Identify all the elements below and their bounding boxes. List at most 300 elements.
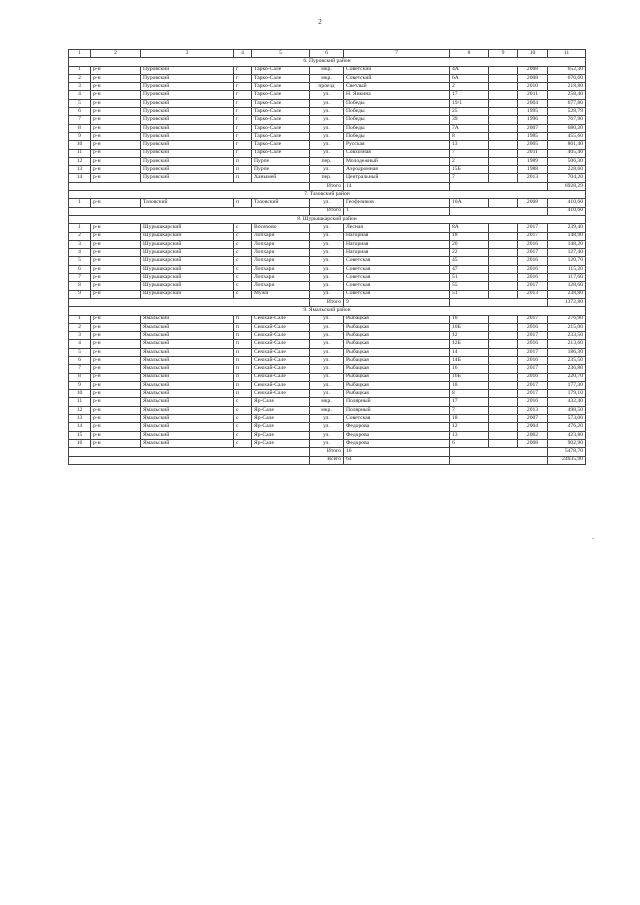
page-number: 2	[318, 18, 322, 26]
table-cell: ул.	[310, 240, 344, 248]
table-cell: 7	[450, 149, 489, 157]
table-cell: 20	[450, 240, 489, 248]
table-cell: р-н	[91, 74, 141, 82]
table-cell: п	[234, 340, 252, 348]
table-cell: Сеюхай-Сале	[252, 390, 310, 398]
table-cell	[489, 290, 518, 298]
table-cell: ул.	[310, 431, 344, 439]
table-cell: ул.	[310, 356, 344, 364]
table-row	[69, 66, 586, 74]
table-cell: 8А	[450, 224, 489, 232]
table-cell: Восяхово	[252, 224, 310, 232]
table-cell: п	[234, 166, 252, 174]
table-cell: 17	[450, 398, 489, 406]
table-cell: р-н	[91, 406, 141, 414]
table-cell: 3	[69, 83, 91, 91]
column-number: 1	[69, 50, 91, 58]
table-row	[69, 99, 586, 107]
table-cell: 652,30	[548, 66, 586, 74]
table-row	[69, 406, 586, 414]
table-cell: Тарко-Сале	[252, 66, 310, 74]
table-cell: Советская	[344, 257, 450, 265]
table-cell: ул.	[310, 348, 344, 356]
table-cell: 8	[69, 373, 91, 381]
table-cell: 15Б	[450, 166, 489, 174]
table-cell: 12	[69, 157, 91, 165]
table-cell: 2002	[518, 431, 548, 439]
total-count: 16	[344, 448, 450, 456]
table-body	[69, 50, 586, 465]
table-row	[69, 332, 586, 340]
table-cell: г	[234, 99, 252, 107]
table-cell: г	[234, 83, 252, 91]
table-cell: 2	[69, 74, 91, 82]
table-cell: ул.	[310, 108, 344, 116]
table-cell: р-н	[91, 381, 141, 389]
table-row	[69, 415, 586, 423]
table-cell: Яр-Сале	[252, 423, 310, 431]
table-cell: р-н	[91, 240, 141, 248]
table-cell: 2	[69, 232, 91, 240]
table-cell: р-н	[91, 124, 141, 132]
total-sum: 410,60	[548, 207, 586, 215]
table-cell: 17	[450, 91, 489, 99]
table-cell: 9	[69, 381, 91, 389]
table-cell: 236,80	[548, 365, 586, 373]
table-cell: р-н	[91, 415, 141, 423]
table-cell: Лопхари	[252, 249, 310, 257]
table-cell: 1995	[518, 108, 548, 116]
table-cell: Яр-Сале	[252, 398, 310, 406]
table-cell: Светлый	[344, 83, 450, 91]
total-spacer	[450, 207, 548, 215]
table-cell	[489, 340, 518, 348]
table-cell: ул.	[310, 124, 344, 132]
grand-total-count: 64	[344, 456, 450, 464]
table-cell: ул.	[310, 224, 344, 232]
table-cell: 2016	[518, 323, 548, 331]
table-cell: Пуровский	[141, 91, 234, 99]
table-cell: 148,20	[548, 240, 586, 248]
total-spacer	[450, 448, 548, 456]
table-cell: г	[234, 66, 252, 74]
table-cell: Победы	[344, 99, 450, 107]
table-cell: Советская	[344, 274, 450, 282]
table-cell: 498,50	[548, 406, 586, 414]
table-cell: Тарко-Сале	[252, 108, 310, 116]
table-cell: 51	[450, 290, 489, 298]
table-cell: ул.	[310, 340, 344, 348]
table-cell: Советская	[344, 282, 450, 290]
table-cell: Ямальский	[141, 340, 234, 348]
table-cell: 7	[450, 406, 489, 414]
table-cell: 9	[69, 132, 91, 140]
table-cell: 2016	[518, 356, 548, 364]
table-cell: 680,20	[548, 124, 586, 132]
district-title: 6. Пуровский район	[69, 58, 586, 66]
table-cell: 2017	[518, 332, 548, 340]
table-cell: Полярный	[344, 406, 450, 414]
table-cell: г	[234, 108, 252, 116]
table-cell: 767,90	[548, 116, 586, 124]
table-cell: Победы	[344, 132, 450, 140]
table-cell: 410,60	[548, 199, 586, 207]
table-cell: ул.	[310, 323, 344, 331]
table-cell: 2017	[518, 282, 548, 290]
table-cell: 14Б	[450, 356, 489, 364]
table-row	[69, 398, 586, 406]
table-cell: Советский	[344, 74, 450, 82]
table-cell: 148,90	[548, 232, 586, 240]
table-row	[69, 232, 586, 240]
column-number: 2	[91, 50, 141, 58]
table-cell: 45	[450, 257, 489, 265]
column-number: 10	[518, 50, 548, 58]
table-cell: Центральный	[344, 174, 450, 182]
table-cell: ул.	[310, 282, 344, 290]
table-cell: р-н	[91, 332, 141, 340]
table-cell: 7	[450, 174, 489, 182]
table-cell: Лопхари	[252, 265, 310, 273]
table-cell: Рыбацкая	[344, 315, 450, 323]
table-cell: ул.	[310, 373, 344, 381]
table-cell	[489, 423, 518, 431]
table-cell: 2017	[518, 249, 548, 257]
table-cell: ул.	[310, 199, 344, 207]
table-cell: 2017	[518, 232, 548, 240]
table-row	[69, 240, 586, 248]
table-cell: мкр.	[310, 406, 344, 414]
table-row	[69, 356, 586, 364]
table-cell: Ямальский	[141, 431, 234, 439]
table-cell: 128,60	[548, 282, 586, 290]
table-cell: ул.	[310, 265, 344, 273]
table-cell: с	[234, 398, 252, 406]
table-cell: Ямальский	[141, 315, 234, 323]
table-cell: ул.	[310, 132, 344, 140]
table-cell: 2017	[518, 315, 548, 323]
table-cell: г	[234, 132, 252, 140]
table-cell: с	[234, 290, 252, 298]
table-cell: 2	[69, 323, 91, 331]
table-row	[69, 132, 586, 140]
table-row	[69, 83, 586, 91]
table-cell: ул.	[310, 91, 344, 99]
table-cell: Ямальский	[141, 381, 234, 389]
total-label: Итого	[310, 448, 344, 456]
table-cell: г	[234, 91, 252, 99]
table-cell: 4	[69, 340, 91, 348]
table-cell: 1	[69, 224, 91, 232]
table-cell: 120,70	[548, 257, 586, 265]
table-cell: п	[234, 348, 252, 356]
table-cell: Сеюхай-Сале	[252, 323, 310, 331]
table-cell: Советская	[344, 415, 450, 423]
total-spacer	[69, 456, 310, 464]
table-cell: Совхозная	[344, 149, 450, 157]
table-cell: 22	[450, 249, 489, 257]
table-cell: р-н	[91, 232, 141, 240]
table-cell: 218,80	[548, 83, 586, 91]
table-cell: 12	[450, 423, 489, 431]
table-cell: ул.	[310, 315, 344, 323]
table-cell: Ямальский	[141, 373, 234, 381]
table-cell: 4А	[450, 66, 489, 74]
table-cell: р-н	[91, 257, 141, 265]
total-count: 14	[344, 182, 450, 190]
table-cell: 2016	[518, 274, 548, 282]
table-cell: 2004	[518, 423, 548, 431]
table-cell: Лопхари	[252, 282, 310, 290]
table-cell: Сеюхай-Сале	[252, 340, 310, 348]
table-cell: Пуровский	[141, 132, 234, 140]
table-cell: Пуровский	[141, 174, 234, 182]
table-cell: р-н	[91, 290, 141, 298]
table-cell: Рыбацкая	[344, 323, 450, 331]
table-row	[69, 348, 586, 356]
table-cell: 1	[69, 66, 91, 74]
table-cell: Советский	[344, 66, 450, 74]
table-cell: р-н	[91, 174, 141, 182]
table-cell: Сеюхай-Сале	[252, 365, 310, 373]
table-cell: Яр-Сале	[252, 415, 310, 423]
table-cell	[489, 224, 518, 232]
table-cell: Пуровский	[141, 124, 234, 132]
table-cell: ул.	[310, 390, 344, 398]
table-cell: Ханымей	[252, 174, 310, 182]
table-cell	[489, 381, 518, 389]
table-cell: с	[234, 265, 252, 273]
table-cell: 2016	[518, 340, 548, 348]
table-cell: р-н	[91, 398, 141, 406]
table-row	[69, 166, 586, 174]
table-cell: 1988	[518, 166, 548, 174]
table-cell: ул.	[310, 415, 344, 423]
table-cell: р-н	[91, 91, 141, 99]
table-cell: р-н	[91, 274, 141, 282]
table-cell: 179,10	[548, 390, 586, 398]
table-cell: п	[234, 381, 252, 389]
table-cell: Молодежный	[344, 157, 450, 165]
table-cell: 2007	[518, 124, 548, 132]
table-cell: 2011	[518, 149, 548, 157]
table-cell: с	[234, 274, 252, 282]
table-cell: 2	[450, 157, 489, 165]
table-cell: 1985	[518, 132, 548, 140]
table-cell: Нагорная	[344, 232, 450, 240]
table-cell	[489, 83, 518, 91]
table-cell: р-н	[91, 224, 141, 232]
table-cell: 177,30	[548, 381, 586, 389]
table-cell: 11	[69, 398, 91, 406]
table-cell: Рыбацкая	[344, 340, 450, 348]
table-cell: 5	[69, 99, 91, 107]
housing-register-table	[68, 49, 586, 465]
table-cell: 6	[69, 108, 91, 116]
table-cell: 2013	[518, 406, 548, 414]
table-cell: с	[234, 232, 252, 240]
table-cell: 16	[69, 439, 91, 447]
table-cell: 12	[450, 332, 489, 340]
total-spacer	[450, 298, 548, 306]
table-cell: 2007	[518, 415, 548, 423]
table-cell: ул.	[310, 381, 344, 389]
table-cell: Советская	[344, 290, 450, 298]
table-cell: 573,00	[548, 415, 586, 423]
table-cell	[489, 439, 518, 447]
table-cell: Сеюхай-Сале	[252, 381, 310, 389]
table-cell: 220,70	[548, 373, 586, 381]
table-cell: 14	[69, 174, 91, 182]
table-cell: Шурышкарский	[141, 224, 234, 232]
table-cell	[489, 132, 518, 140]
table-row	[69, 340, 586, 348]
table-cell: 2017	[518, 365, 548, 373]
table-cell: ул.	[310, 332, 344, 340]
table-cell: р-н	[91, 315, 141, 323]
table-cell	[489, 348, 518, 356]
grand-total-label: Всего	[310, 456, 344, 464]
table-cell: р-н	[91, 166, 141, 174]
column-number-row	[69, 50, 586, 58]
column-number: 9	[489, 50, 518, 58]
table-cell: Аэродромная	[344, 166, 450, 174]
table-cell	[489, 240, 518, 248]
district-heading-row	[69, 58, 586, 66]
table-cell: р-н	[91, 108, 141, 116]
table-cell	[489, 390, 518, 398]
table-cell: 3	[69, 332, 91, 340]
district-total-row	[69, 207, 586, 215]
table-cell	[489, 315, 518, 323]
table-cell: 6	[69, 265, 91, 273]
table-cell: 2	[450, 83, 489, 91]
table-row	[69, 365, 586, 373]
table-cell: мкр.	[310, 398, 344, 406]
table-cell: 18	[450, 232, 489, 240]
table-cell	[489, 141, 518, 149]
table-cell: Тарко-Сале	[252, 124, 310, 132]
table-cell: 11	[69, 149, 91, 157]
table-cell: 127,40	[548, 249, 586, 257]
table-cell: пер.	[310, 174, 344, 182]
table-cell: 10	[69, 390, 91, 398]
table-row	[69, 91, 586, 99]
table-cell: 7А	[450, 124, 489, 132]
table-cell: 186,30	[548, 348, 586, 356]
table-cell: р-н	[91, 365, 141, 373]
table-cell: 115,20	[548, 265, 586, 273]
table-cell: Ямальский	[141, 365, 234, 373]
table-cell: 506,30	[548, 157, 586, 165]
table-cell	[489, 91, 518, 99]
table-cell: 6А	[450, 74, 489, 82]
table-cell: Лопхари	[252, 257, 310, 265]
table-cell	[489, 323, 518, 331]
table-cell: 13	[450, 431, 489, 439]
table-cell	[489, 398, 518, 406]
district-total-row	[69, 298, 586, 306]
table-cell: 2008	[518, 74, 548, 82]
table-row	[69, 141, 586, 149]
table-row	[69, 274, 586, 282]
table-cell: 39	[450, 116, 489, 124]
table-cell: 2008	[518, 439, 548, 447]
table-cell: 233,50	[548, 332, 586, 340]
table-cell: 1	[69, 199, 91, 207]
table-cell: ул.	[310, 439, 344, 447]
table-cell: р-н	[91, 199, 141, 207]
table-cell: 2017	[518, 381, 548, 389]
table-cell: Шурышкарский	[141, 274, 234, 282]
table-cell: 476,20	[548, 423, 586, 431]
table-cell: 7	[69, 274, 91, 282]
table-cell	[489, 157, 518, 165]
grand-total-row	[69, 456, 586, 464]
column-number: 11	[548, 50, 586, 58]
table-cell: 1996	[518, 116, 548, 124]
table-cell: Геофизиков	[344, 199, 450, 207]
table-cell: Лопхари	[252, 274, 310, 282]
table-cell: Советская	[344, 265, 450, 273]
table-cell: Лесная	[344, 224, 450, 232]
table-cell: 2008	[518, 199, 548, 207]
total-label: Итого	[310, 298, 344, 306]
table-cell: 12Б	[450, 340, 489, 348]
table-cell: 6	[69, 356, 91, 364]
table-cell	[489, 274, 518, 282]
table-cell: Пуровский	[141, 116, 234, 124]
table-cell: 13	[69, 415, 91, 423]
table-cell: Ямальский	[141, 323, 234, 331]
district-total-row	[69, 182, 586, 190]
table-cell: 432,40	[548, 398, 586, 406]
table-cell: р-н	[91, 323, 141, 331]
table-cell: Рыбацкая	[344, 365, 450, 373]
table-cell: 276,90	[548, 315, 586, 323]
table-cell: р-н	[91, 348, 141, 356]
table-cell: р-н	[91, 83, 141, 91]
table-cell: Пуровский	[141, 99, 234, 107]
table-cell: п	[234, 356, 252, 364]
total-sum: 5478,70	[548, 448, 586, 456]
table-cell: 2017	[518, 348, 548, 356]
table-cell: пер.	[310, 157, 344, 165]
table-cell: с	[234, 249, 252, 257]
table-cell	[489, 257, 518, 265]
table-row	[69, 373, 586, 381]
table-cell: п	[234, 199, 252, 207]
table-cell: 55	[450, 282, 489, 290]
table-cell	[489, 232, 518, 240]
table-cell: г	[234, 116, 252, 124]
table-cell: 2005	[518, 141, 548, 149]
table-cell: Сеюхай-Сале	[252, 373, 310, 381]
table-cell: 2016	[518, 240, 548, 248]
table-cell: 6	[450, 439, 489, 447]
district-title: 8. Шурышкарский район	[69, 215, 586, 223]
table-cell: Тазовский	[252, 199, 310, 207]
table-row	[69, 323, 586, 331]
table-cell: Тарко-Сале	[252, 83, 310, 91]
table-cell: 676,60	[548, 74, 586, 82]
column-number: 8	[450, 50, 489, 58]
table-row	[69, 439, 586, 447]
table-cell: 423,80	[548, 431, 586, 439]
table-cell: Лопхари	[252, 232, 310, 240]
district-heading-row	[69, 307, 586, 315]
table-cell: г	[234, 149, 252, 157]
